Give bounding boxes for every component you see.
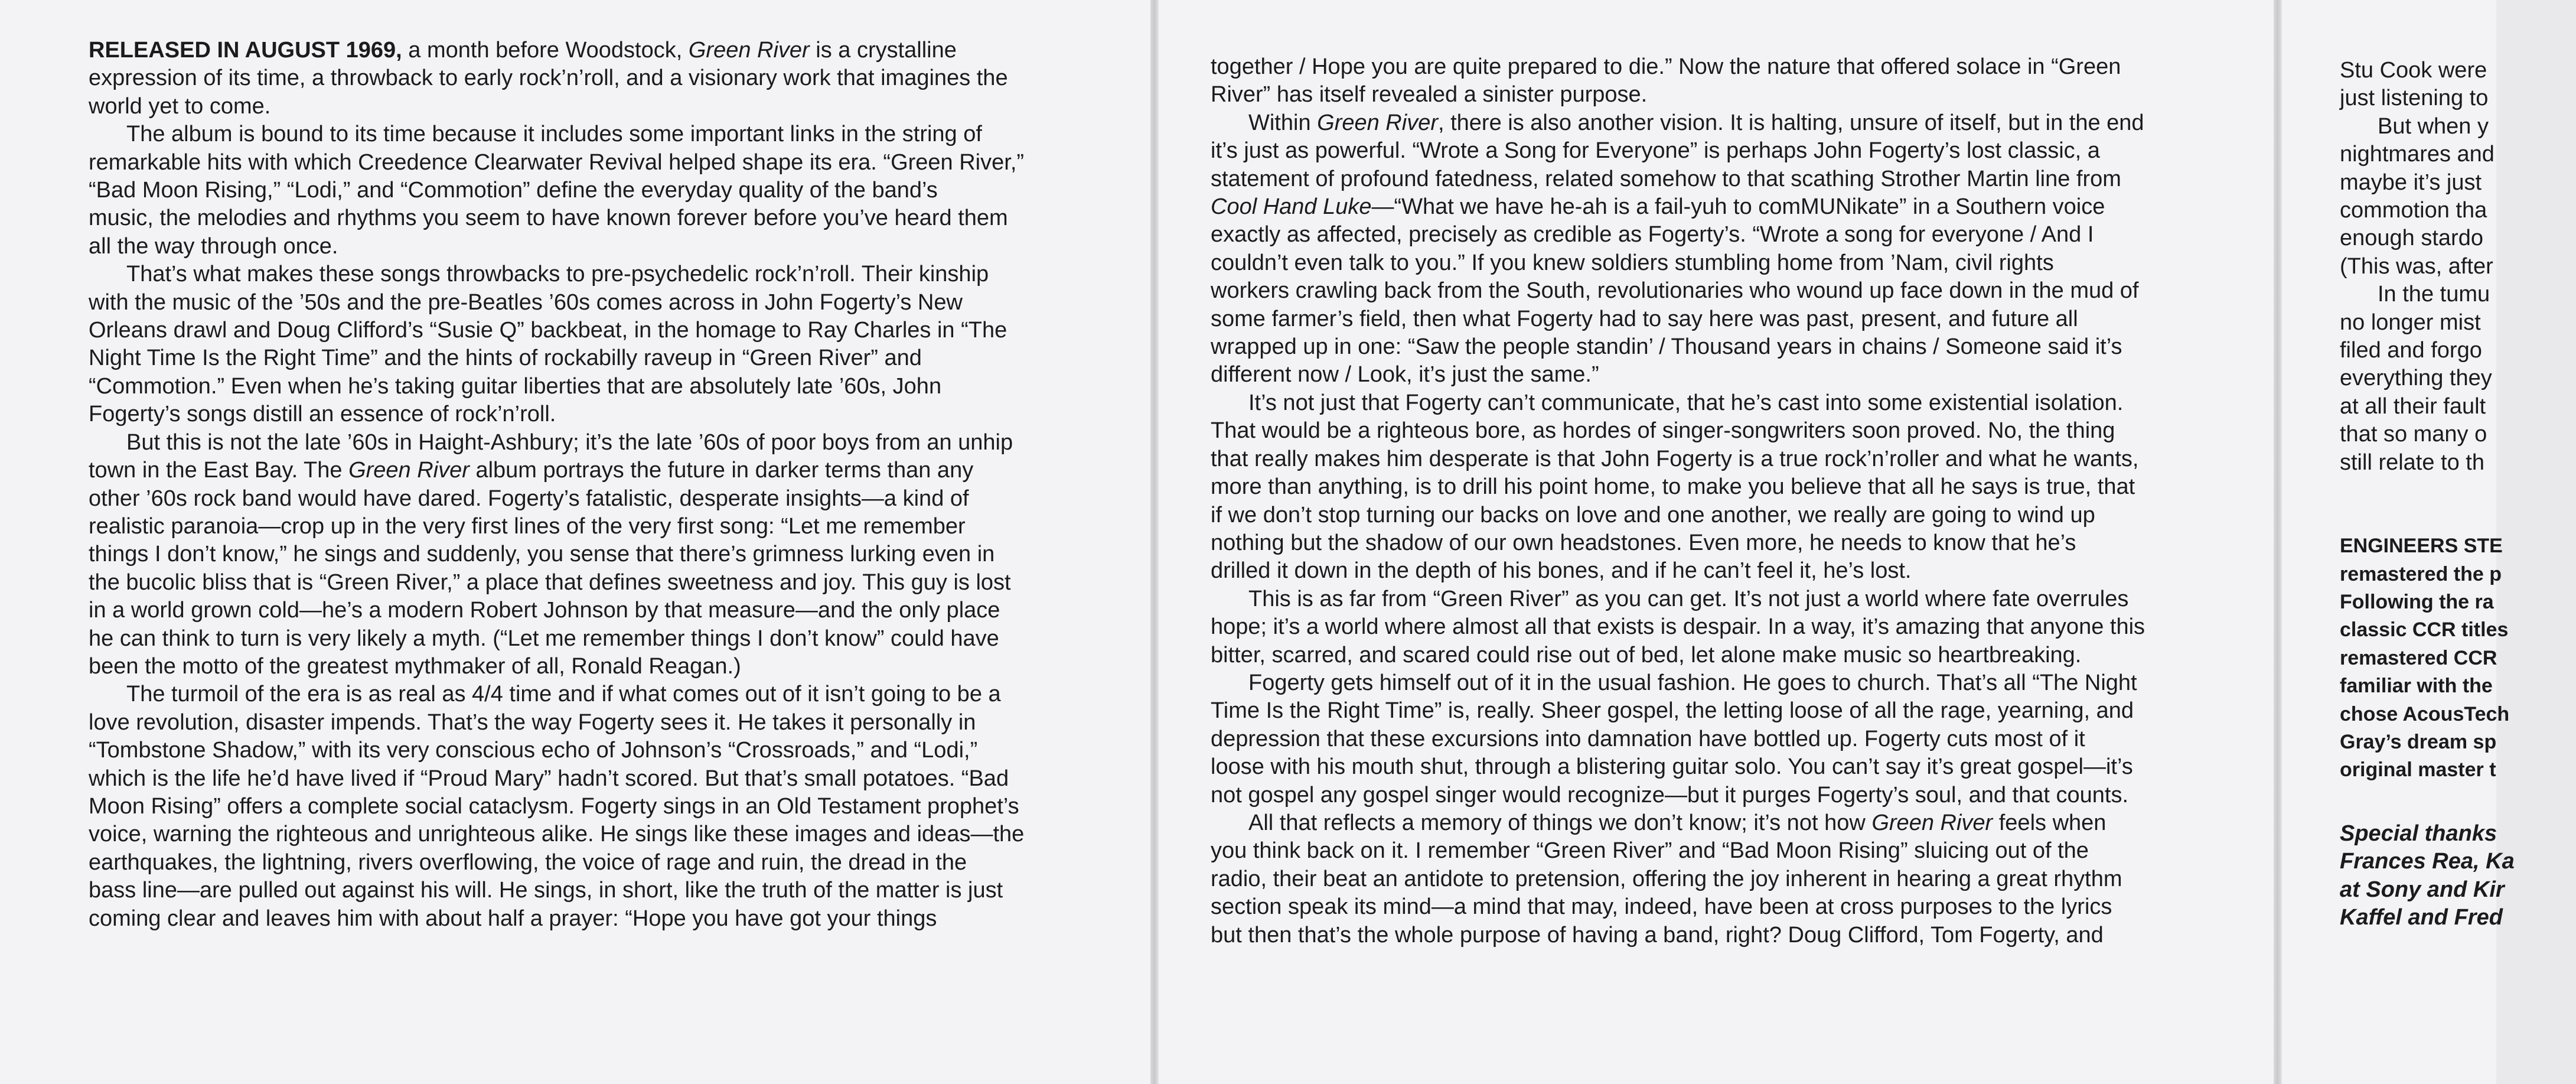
text-run: chose AcousTech (2340, 702, 2510, 725)
text-line (2340, 281, 2576, 308)
text-run: That’s what makes these songs throwbacks to pre-psychedelic rock’n’roll. Their kinship (126, 262, 989, 287)
text-line (2340, 224, 2576, 252)
text-line (2340, 820, 2576, 848)
text-run: commotion tha (2340, 198, 2487, 223)
text-line (89, 121, 1093, 148)
text-run: exactly as affected, precisely as credible as Fogerty’s. “Wrote a song for everyone / And I (1211, 222, 2094, 248)
text-run: All that reflects a memory of things we don’t know; it’s not how (1248, 810, 1872, 835)
text-line (2340, 616, 2576, 644)
text-run: things I don’t know,” he sings and suddenly, you sense that there’s grimness lurking even in (89, 542, 995, 567)
text-run: depression that these excursions into damnation have bottled up. Fogerty cuts most of it (1211, 726, 2085, 751)
text-run: The turmoil of the era is as real as 4/4 time and if what comes out of it isn’t going to be a (126, 682, 1001, 707)
text-run: remastered the p (2340, 562, 2502, 585)
text-run: you think back on it. I remember “Green River” and “Bad Moon Rising” sluicing out of the (1211, 838, 2089, 864)
text-line (2340, 756, 2576, 784)
text-run: “Commotion.” Even when he’s taking guitar liberties that are absolutely late ’60s, John (89, 373, 942, 399)
text-run: realistic paranoia—crop up in the very first lines of the very first song: “Let me remember (89, 513, 966, 539)
text-line (89, 373, 1093, 401)
text-run: Stu Cook were (2340, 58, 2487, 83)
text-line (1211, 529, 2215, 557)
text-run: enough stardo (2340, 226, 2483, 251)
text-line (2340, 113, 2576, 141)
text-run: River” has itself revealed a sinister purpose. (1211, 82, 1648, 108)
text-line (89, 37, 1093, 64)
text-line (89, 261, 1093, 288)
text-run: bass line—are pulled out against his will. He sings, in short, like the truth of the matter is just (89, 878, 1003, 903)
text-run: drilled it down in the depth of his bones, and if he can’t feel it, he’s lost. (1211, 558, 1912, 584)
middle-page-text (1211, 53, 2215, 949)
text-run: workers crawling back from the South, revolutionaries who wound up face down in the mud of (1211, 278, 2139, 304)
text-run: music, the melodies and rhythms you seem to have known forever before you’ve heard them (89, 206, 1008, 231)
text-run: ENGINEERS STE (2340, 535, 2503, 558)
text-line (89, 401, 1093, 428)
text-line (89, 793, 1093, 821)
text-run: feels when (1993, 810, 2107, 835)
text-run: voice, warning the righteous and unrighteous alike. He sings like these images and ideas—the (89, 822, 1025, 847)
text-line (1211, 389, 2215, 417)
text-run: loose with his mouth shut, through a blistering guitar solo. You can’t say it’s great gospel—it’s (1211, 754, 2133, 780)
text-run: “Bad Moon Rising,” “Lodi,” and “Commotion” define the everyday quality of the band’s (89, 178, 938, 203)
text-line (2340, 141, 2576, 168)
text-run: Cool Hand Luke (1211, 194, 1372, 220)
text-run: The album is bound to its time because it includes some important links in the string of (126, 122, 982, 147)
block-spacer (2340, 477, 2576, 532)
text-line (2340, 876, 2576, 904)
text-run: been the motto of the greatest mythmaker of all, Ronald Reagan.) (89, 653, 741, 679)
text-run: everything they (2340, 366, 2492, 391)
text-run: Green River (348, 458, 469, 483)
text-run: radio, their beat an antidote to pretension, offering the joy inherent in hearing a great rhythm (1211, 866, 2122, 891)
text-run: RELEASED IN AUGUST 1969, (89, 38, 402, 63)
text-run: Following the ra (2340, 590, 2494, 613)
text-run: coming clear and leaves him with about half a prayer: “Hope you have got your things (89, 906, 937, 931)
text-line (89, 485, 1093, 513)
text-line (1211, 922, 2215, 949)
text-run: which is the life he’d have lived if “Proud Mary” hadn’t scored. But that’s small potatoes. “Bad (89, 766, 1009, 791)
text-run: statement of profound fatedness, related somehow to that scathing Strother Martin line from (1211, 166, 2121, 191)
text-run: the bucolic bliss that is “Green River,” a place that defines sweetness and joy. This guy is lost (89, 569, 1011, 595)
text-run: This is as far from “Green River” as you can get. It’s not just a world where fate overrules (1248, 586, 2129, 611)
text-line (89, 204, 1093, 232)
text-run: with the music of the ’50s and the pre-Beatles ’60s comes across in John Fogerty’s New (89, 289, 963, 315)
text-line (1211, 837, 2215, 865)
block-spacer (2340, 784, 2576, 820)
text-run: It’s not just that Fogerty can’t communicate, that he’s cast into some existential isolation. (1248, 390, 2124, 415)
text-line (2340, 701, 2576, 728)
text-line (2340, 364, 2576, 392)
text-line (89, 877, 1093, 904)
text-line (1211, 333, 2215, 361)
text-line (1211, 613, 2215, 641)
text-line (1211, 585, 2215, 613)
text-run: bitter, scarred, and scared could rise out of bed, let alone make music so heartbreaking. (1211, 642, 2082, 668)
text-run: at Sony and Kir (2340, 877, 2505, 902)
text-line (2340, 532, 2576, 560)
text-line (89, 681, 1093, 708)
page-fold (2274, 0, 2282, 1084)
liner-notes-page-right (2282, 0, 2515, 1084)
text-run: together / Hope you are quite prepared to die.” Now the nature that offered solace in “Green (1211, 54, 2121, 79)
text-run: couldn’t even talk to you.” If you knew soldiers stumbling home from ’Nam, civil rights (1211, 250, 2054, 275)
text-line (1211, 557, 2215, 585)
liner-notes-page-middle (1159, 0, 2274, 1084)
text-run: Kaffel and Fred (2340, 904, 2503, 930)
text-line (1211, 417, 2215, 445)
text-run: love revolution, disaster impends. That’s the way Fogerty sees it. He takes it personally in (89, 709, 976, 735)
text-line (1211, 725, 2215, 753)
text-line (1211, 137, 2215, 165)
text-line (89, 625, 1093, 653)
text-line (89, 709, 1093, 737)
text-run: Within (1248, 110, 1318, 135)
text-run: that so many o (2340, 422, 2487, 447)
text-line (1211, 642, 2215, 669)
text-line (2340, 169, 2576, 197)
text-line (2340, 84, 2576, 112)
text-run: still relate to th (2340, 450, 2484, 475)
text-run: nightmares and (2340, 142, 2495, 167)
text-run: hope; it’s a world where almost all that exists is despair. In a way, it’s amazing that anyone this (1211, 614, 2145, 640)
text-run: other ’60s rock band would have dared. Fogerty’s fatalistic, desperate insights—a kind of (89, 486, 969, 511)
text-run: original master t (2340, 759, 2496, 782)
text-run: not gospel any gospel singer would recognize—but it purges Fogerty’s soul, and that counts. (1211, 782, 2129, 808)
text-line (89, 457, 1093, 484)
text-run: familiar with the (2340, 675, 2493, 698)
text-line (89, 93, 1093, 121)
text-run: “Tombstone Shadow,” with its very conscious echo of Johnson’s “Crossroads,” and “Lodi,” (89, 738, 978, 763)
text-run: earthquakes, the lightning, rivers overflowing, the voice of rage and ruin, the dread in the (89, 849, 967, 875)
text-line (1211, 502, 2215, 529)
text-run: maybe it’s just (2340, 170, 2482, 195)
text-line (2340, 588, 2576, 616)
text-run: nothing but the shadow of our own headstones. Even more, he needs to know that he’s (1211, 530, 2076, 555)
text-run: some farmer’s field, then what Fogerty had to say here was past, present, and future all (1211, 306, 2078, 331)
text-line (1211, 305, 2215, 333)
text-run: —“What we have he-ah is a fail-yuh to comMUNikate” in a Southern voice (1371, 194, 2105, 220)
text-run: expression of its time, a throwback to early rock’n’roll, and a visionary work that imagines the (89, 66, 1008, 91)
text-line (89, 149, 1093, 177)
text-run: just listening to (2340, 86, 2489, 111)
text-run: that really makes him desperate is that John Fogerty is a true rock’n’roller and what he wants, (1211, 446, 2139, 471)
text-run: Time Is the Right Time” is, really. Sheer gospel, the letting loose of all the rage, yearning, and (1211, 698, 2134, 724)
text-run: remarkable hits with which Creedence Clearwater Revival helped shape its era. “Green River,” (89, 149, 1025, 175)
text-run: Green River (1871, 810, 1993, 835)
text-line (89, 849, 1093, 877)
text-line (1211, 865, 2215, 893)
text-run: remastered CCR (2340, 646, 2497, 669)
text-line (2340, 449, 2576, 477)
text-run: filed and forgo (2340, 338, 2482, 363)
text-line (1211, 221, 2215, 249)
text-run: no longer mist (2340, 310, 2481, 335)
text-line (89, 64, 1093, 92)
text-line (1211, 249, 2215, 277)
text-line (2340, 337, 2576, 364)
engineers-credit-block (2340, 532, 2576, 784)
text-line (2340, 728, 2576, 756)
text-run: Green River (1317, 110, 1438, 135)
left-page-text (89, 37, 1093, 933)
text-run: more than anything, is to drill his point home, to make you believe that all he says is true, that (1211, 474, 2135, 500)
text-line (1211, 445, 2215, 473)
text-line (2340, 253, 2576, 281)
text-run: , there is also another vision. It is halting, unsure of itself, but in the end (1437, 110, 2144, 135)
text-line (2340, 421, 2576, 448)
text-run: at all their fault (2340, 393, 2486, 419)
text-run: But this is not the late ’60s in Haight-Ashbury; it’s the late ’60s of poor boys from an unhip (126, 429, 1013, 455)
liner-notes-page-left (0, 0, 1150, 1084)
text-line (89, 765, 1093, 793)
text-line (1211, 361, 2215, 389)
text-line (89, 821, 1093, 848)
text-line (2340, 309, 2576, 337)
text-run: Moon Rising” offers a complete social cataclysm. Fogerty sings in an Old Testament prophet’s (89, 793, 1019, 819)
text-run: Special thanks (2340, 821, 2497, 846)
page-fold (1150, 0, 1159, 1084)
text-run: That would be a righteous bore, as hordes of singer-songwriters soon proved. No, the thing (1211, 418, 2115, 444)
text-line (89, 429, 1093, 457)
right-page-text (2340, 57, 2576, 932)
text-line (1211, 81, 2215, 109)
text-line (89, 541, 1093, 568)
text-line (2340, 904, 2576, 932)
text-line (2340, 393, 2576, 421)
text-line (1211, 277, 2215, 305)
text-run: album portrays the future in darker terms than any (469, 458, 974, 483)
text-line (1211, 782, 2215, 809)
text-run: Green River (688, 38, 810, 63)
text-line (2340, 197, 2576, 224)
special-thanks-block (2340, 820, 2576, 932)
text-line (1211, 753, 2215, 781)
text-run: Gray’s dream sp (2340, 730, 2497, 753)
text-line (1211, 165, 2215, 193)
text-line (1211, 669, 2215, 697)
text-line (89, 344, 1093, 372)
text-line (1211, 893, 2215, 921)
text-run: Fogerty gets himself out of it in the usual fashion. He goes to church. That’s all “The Night (1248, 670, 2137, 695)
text-line (2340, 672, 2576, 700)
text-line (89, 597, 1093, 624)
text-line (89, 177, 1093, 204)
text-run: in a world grown cold—he’s a modern Robert Johnson by that measure—and the only place (89, 598, 1000, 623)
text-run: Frances Rea, Ka (2340, 849, 2515, 874)
text-run: is a crystalline (809, 38, 957, 63)
text-run: but then that’s the whole purpose of having a band, right? Doug Clifford, Tom Fogerty, and (1211, 922, 2104, 948)
text-run: classic CCR titles (2340, 619, 2509, 642)
text-run: (This was, after (2340, 253, 2493, 279)
text-line (2340, 561, 2576, 588)
text-run: section speak its mind—a mind that may, indeed, have been at cross purposes to the lyrics (1211, 894, 2112, 920)
text-line (1211, 53, 2215, 81)
text-run: a month before Woodstock, (402, 38, 689, 63)
text-line (89, 569, 1093, 597)
text-run: all the way through once. (89, 233, 338, 259)
text-line (1211, 697, 2215, 725)
text-run: different now / Look, it’s just the same.” (1211, 362, 1599, 388)
text-line (2340, 848, 2576, 875)
text-line (1211, 809, 2215, 837)
text-line (1211, 109, 2215, 137)
text-line (1211, 473, 2215, 501)
text-line (2340, 644, 2576, 672)
text-line (89, 905, 1093, 933)
text-line (89, 289, 1093, 317)
text-run: world yet to come. (89, 93, 271, 119)
text-line (89, 233, 1093, 261)
text-run: Fogerty’s songs distill an essence of rock’n’roll. (89, 402, 556, 427)
text-run: wrapped up in one: “Saw the people standin’ / Thousand years in chains / Someone said it’s (1211, 334, 2122, 360)
text-line (89, 737, 1093, 764)
text-line (89, 513, 1093, 541)
text-run: Night Time Is the Right Time” and the hints of rockabilly raveup in “Green River” and (89, 346, 922, 371)
text-run: town in the East Bay. The (89, 458, 349, 483)
text-line (89, 317, 1093, 344)
text-line (2340, 57, 2576, 84)
text-line (89, 653, 1093, 681)
text-run: Orleans drawl and Doug Clifford’s “Susie Q” backbeat, in the homage to Ray Charles in “The (89, 318, 1007, 343)
text-run: it’s just as powerful. “Wrote a Song for Everyone” is perhaps John Fogerty’s lost classic, a (1211, 138, 2100, 164)
text-run: In the tumu (2378, 282, 2490, 307)
text-run: But when y (2378, 113, 2489, 139)
text-run: if we don’t stop turning our backs on love and one another, we really are going to wind up (1211, 502, 2095, 528)
text-line (1211, 193, 2215, 221)
text-run: he can think to turn is very likely a myth. (“Let me remember things I don’t know” could have (89, 626, 999, 651)
